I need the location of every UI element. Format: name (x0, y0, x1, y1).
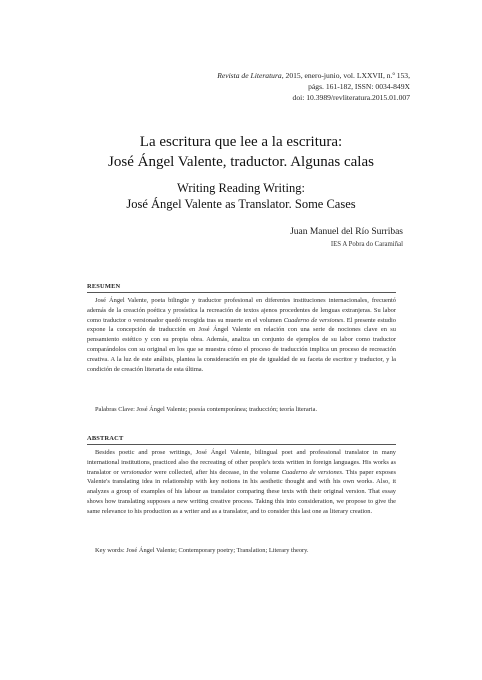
author-name: Juan Manuel del Río Surribas (290, 227, 403, 237)
abstract-text-part3: . This paper exposes Valente's translating idea in relationship with key notions in his aesthetic thought and with his own works. Also, it analyzes a group of examples of his labour as translator comparing these texts with their original version. That essay shows how translating supposes a new writing creative process. Taking this into consideration, we propose to give the same relevance to his production as a writer and as a translator, and to consider this last one as literary creation. (87, 468, 396, 515)
title-spanish (60, 132, 422, 172)
journal-citation (150, 70, 410, 81)
abstract-keywords (95, 546, 396, 555)
abstract-divider (87, 444, 396, 445)
abstract-keywords-label: Key words: (95, 547, 125, 554)
resumen-keywords (95, 405, 396, 414)
journal-pages: págs. 161-182, ISSN: 0034-849X (308, 82, 410, 91)
title-spanish-line1: La escritura que lee a la escritura: (139, 134, 343, 150)
resumen-text-part2: . El presente estudio expone la concepción de traducción en José Ángel Valente en relación con una serie de nociones clave en su pensamiento estético y con su propia obra. Además, analiza un conjunto de ejemplos de su labor como traductor comparándolos con su original en los que se muestra cómo el proceso de traducción implica un proceso de recreación creativa. A la luz de este análisis, plantea la consideración en pie de igualdad de su faceta de escritor y traductor, y la condición de creación literaria de esta última. (87, 316, 396, 373)
title-spanish-line2: José Ángel Valente, traductor. Algunas calas (108, 154, 374, 170)
journal-header (150, 70, 410, 103)
title-english-line2: José Ángel Valente as Translator. Some Cases (126, 197, 356, 211)
resumen-divider (87, 292, 396, 293)
journal-doi: doi: 10.3989/revliteratura.2015.01.007 (292, 93, 410, 102)
title-english (60, 180, 422, 212)
journal-issue: , 2015, enero-junio, vol. LXXVII, n.º 153, (281, 71, 410, 80)
resumen-text-italic: Cuaderno de versiones (283, 316, 344, 324)
abstract-text-italic1: versionador (120, 468, 152, 476)
title-english-line1: Writing Reading Writing: (177, 181, 305, 195)
author-affiliation: IES A Pobra do Caramiñal (330, 241, 403, 248)
abstract-text-italic2: Cuaderno de versiones (281, 468, 342, 476)
resumen-keywords-list: José Ángel Valente; poesía contemporánea; traducción; teoría literaria. (134, 406, 318, 413)
abstract-keywords-list: José Ángel Valente; Contemporary poetry; Translation; Literary theory. (124, 547, 309, 554)
abstract-text-part2: were collected, after his decease, in the volume (151, 468, 282, 476)
resumen-text-part1: José Ángel Valente, poeta bilingüe y traductor profesional en diferentes instituciones internacionales, frecuentó además de la creación poética y prosística la recreación de textos ajenos procedentes de lenguas extranjeras. Su labor como traductor o versionador quedó recogida tras su muerte en el volumen (87, 297, 396, 324)
abstract-heading: ABSTRACT (87, 435, 124, 442)
journal-name: Revista de Literatura (217, 71, 282, 80)
abstract-body (87, 448, 396, 517)
abstract-text-part1: Besides poetic and prose writings, José Ángel Valente, bilingual poet and professional translator in many international institutions, practiced also the recreating of other people's texts written in foreign languages. His works as translator or (87, 449, 396, 476)
resumen-heading: RESUMEN (87, 283, 121, 290)
resumen-body (87, 296, 396, 374)
resumen-keywords-label: Palabras Clave: (95, 406, 135, 413)
